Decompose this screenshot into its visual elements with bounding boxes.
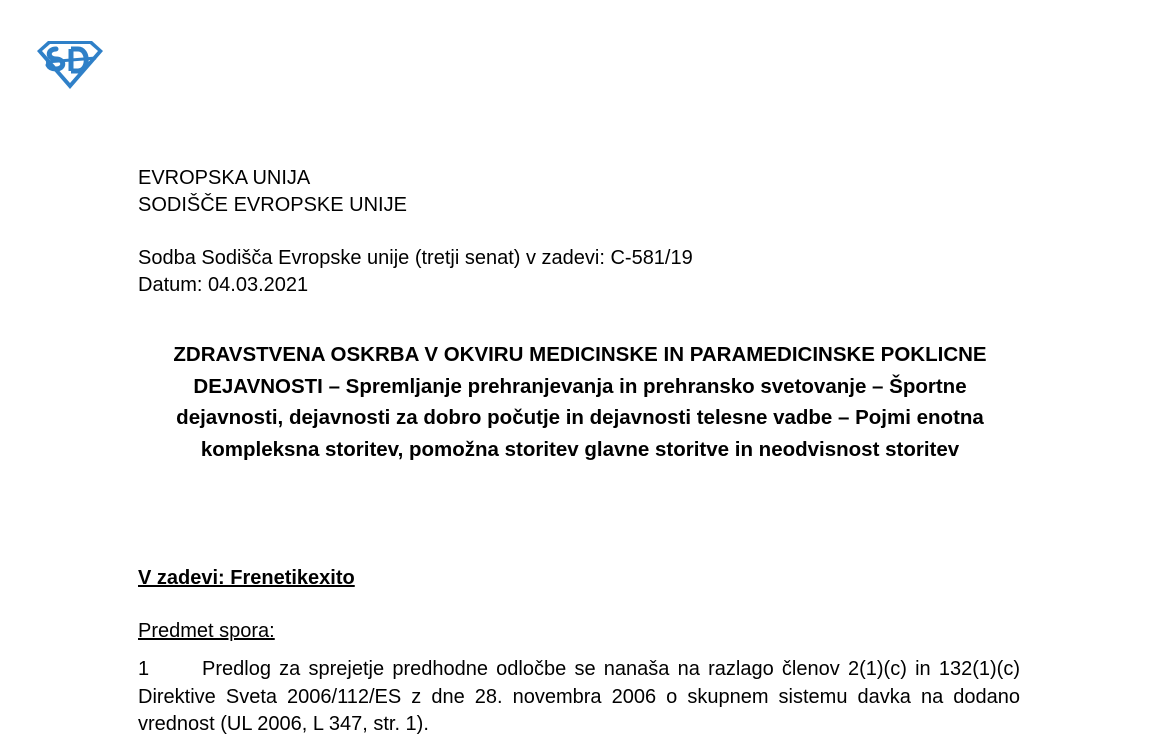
paragraph-text: Predlog za sprejetje predhodne odločbe se nanaša na razlago členov 2(1)(c) in 132(1)(c) Direktive Sveta 2006/112/ES z dne 28. novembra 2006 o skupnem sistemu davka na dodano vrednost (UL 2006, L 347, str. 1). xyxy=(138,658,1020,735)
judgment-date: Datum: 04.03.2021 xyxy=(138,274,309,296)
court-emblem-logo xyxy=(34,37,106,91)
court-name-line-1: EVROPSKA UNIJA xyxy=(138,167,311,189)
subject-heading: Predmet spora: xyxy=(138,620,275,642)
case-reference: Sodba Sodišča Evropske unije (tretji senat) v zadevi: C-581/19 xyxy=(138,247,693,269)
paragraph-number: 1 xyxy=(138,658,150,680)
paragraph-1 xyxy=(138,656,1020,739)
court-name-line-2: SODIŠČE EVROPSKE UNIJE xyxy=(138,194,407,216)
judgment-title: ZDRAVSTVENA OSKRBA V OKVIRU MEDICINSKE IN PARAMEDICINSKE POKLICNE DEJAVNOSTI – Spremljanje prehranjevanja in prehransko svetovanje – Športne dejavnosti, dejavnosti za dobro počutje in dejavnosti telesne vadbe – Pojmi enotna kompleksna storitev, pomožna storitev glavne storitve in neodvisnost storitev xyxy=(173,343,987,461)
case-party: V zadevi: Frenetikexito xyxy=(138,567,355,589)
